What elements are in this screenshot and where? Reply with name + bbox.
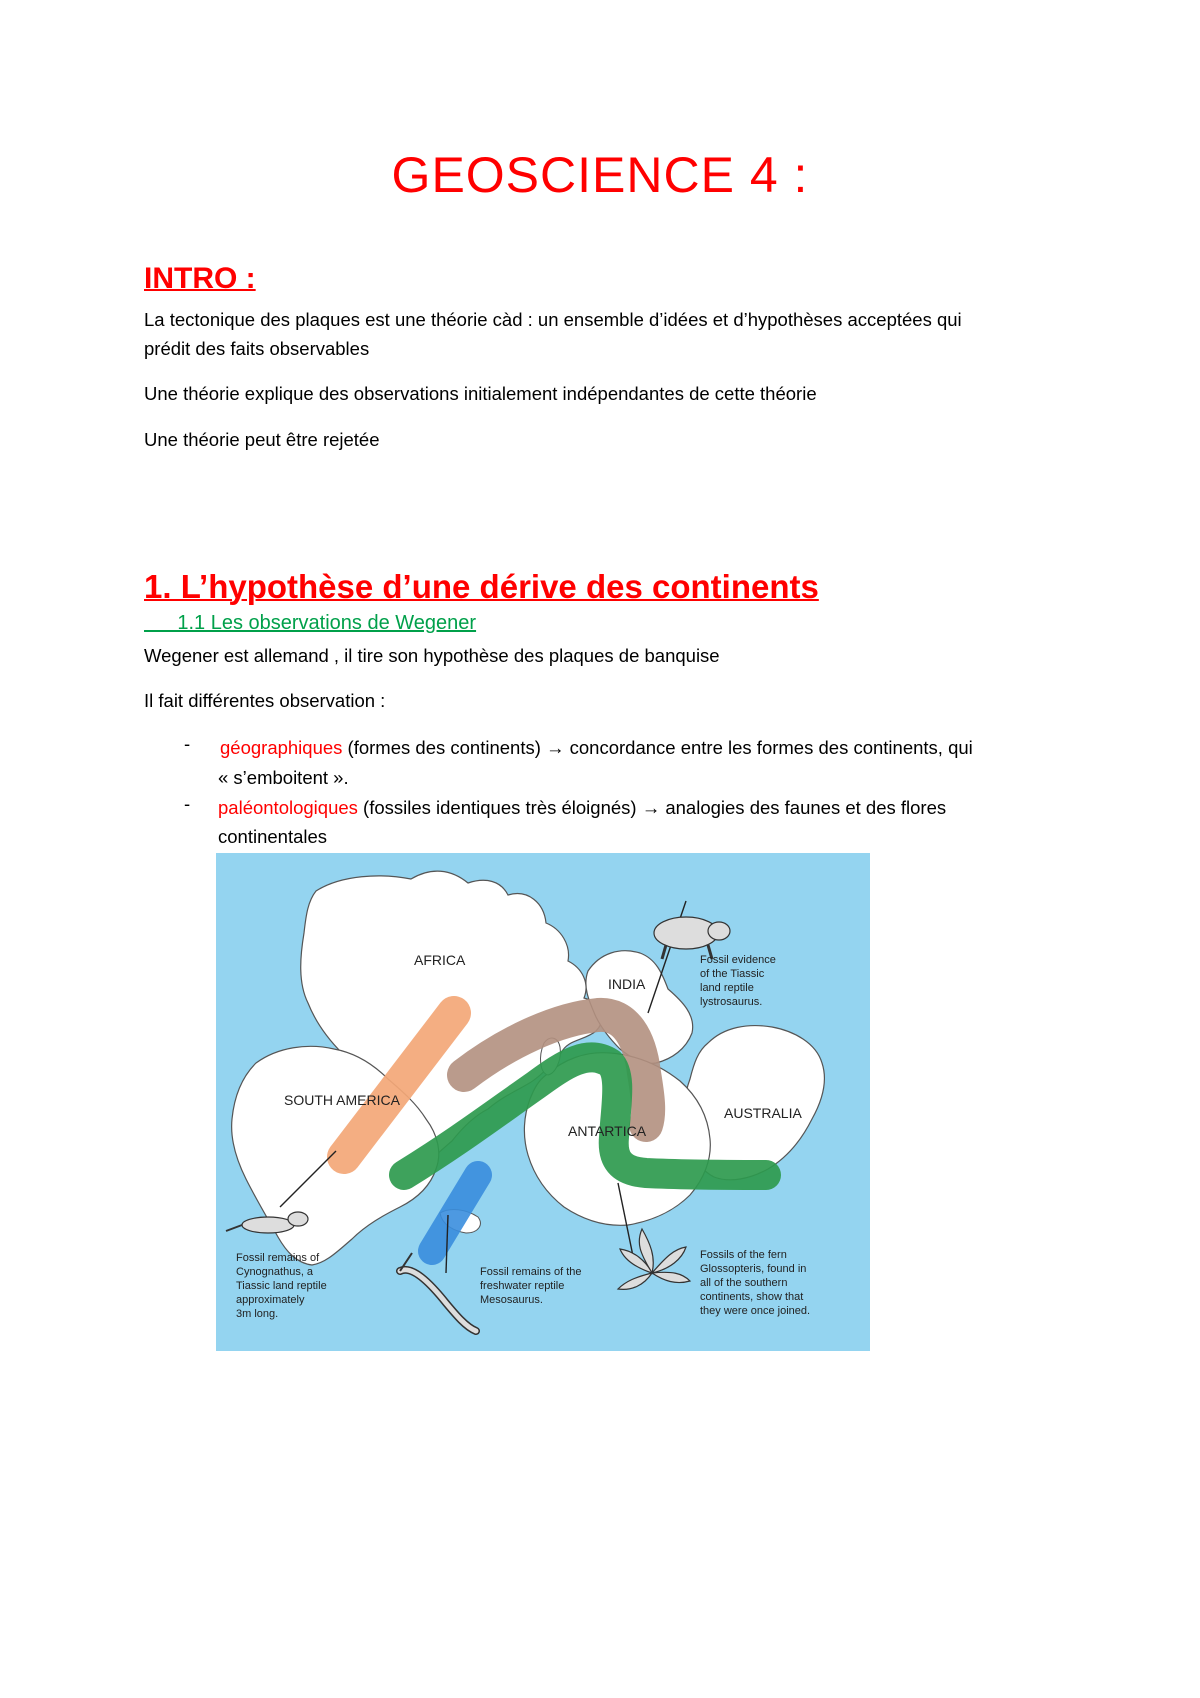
bullet-1-line	[220, 733, 973, 762]
bullet-2-line	[218, 793, 946, 822]
bullet-1-text: (formes des continents) → concordance entre les formes des continents, qui	[342, 737, 973, 758]
caption-mesosaurus-line-1: Fossil remains of the	[480, 1266, 582, 1278]
section-1-1-subheading: 1.1 Les observations de Wegener	[144, 612, 477, 634]
caption-cynognathus-line-5: 3m long.	[236, 1308, 279, 1320]
section-1-heading: 1. L’hypothèse d’une dérive des continents	[144, 568, 819, 605]
intro-line-1: La tectonique des plaques est une théorie càd : un ensemble d’idées et d’hypothèses acceptées qui	[144, 309, 962, 330]
bullet-1-continuation: « s’emboitent ».	[218, 767, 349, 788]
caption-mesosaurus-line-3: Mesosaurus.	[480, 1294, 543, 1306]
page-title: GEOSCIENCE 4 :	[391, 147, 809, 203]
caption-glossopteris-line-1: Fossils of the fern	[700, 1249, 787, 1261]
section-1-para-2: Il fait différentes observation :	[144, 690, 386, 711]
caption-glossopteris-line-5: they were once joined.	[700, 1305, 811, 1317]
bullet-2-dash: -	[184, 793, 191, 814]
caption-cynognathus-line-4: approximately	[236, 1294, 305, 1306]
fossil-map-svg	[216, 853, 870, 1351]
caption-glossopteris-line-4: continents, show that	[700, 1291, 804, 1303]
bullet-1-keyword: géographiques	[220, 737, 343, 758]
bullet-1-dash: -	[184, 733, 191, 754]
caption-cynognathus-line-3: Tiassic land reptile	[236, 1280, 327, 1292]
bullet-2-keyword: paléontologiques	[218, 797, 358, 818]
caption-lystrosaurus-line-4: lystrosaurus.	[700, 996, 763, 1008]
intro-line-2: prédit des faits observables	[144, 338, 370, 359]
label-south-america: SOUTH AMERICA	[284, 1092, 400, 1108]
caption-cynognathus-line-2: Cynognathus, a	[236, 1266, 314, 1278]
bullet-2-continuation: continentales	[218, 826, 328, 847]
label-australia: AUSTRALIA	[724, 1105, 802, 1121]
caption-glossopteris-line-3: all of the southern	[700, 1277, 788, 1289]
fossil-map-figure	[216, 853, 870, 1351]
caption-mesosaurus-line-2: freshwater reptile	[480, 1280, 565, 1292]
caption-lystrosaurus-line-2: of the Tiassic	[700, 968, 765, 980]
label-africa: AFRICA	[414, 952, 466, 968]
caption-glossopteris-line-2: Glossopteris, found in	[700, 1263, 807, 1275]
section-1-para-1: Wegener est allemand , il tire son hypothèse des plaques de banquise	[144, 645, 720, 666]
caption-lystrosaurus-line-3: land reptile	[700, 982, 754, 994]
intro-heading: INTRO :	[144, 262, 256, 295]
caption-cynognathus-line-1: Fossil remains of	[236, 1252, 320, 1264]
caption-lystrosaurus-line-1: Fossil evidence	[700, 954, 776, 966]
label-india: INDIA	[608, 976, 646, 992]
label-antartica: ANTARTICA	[568, 1123, 647, 1139]
intro-line-3: Une théorie explique des observations initialement indépendantes de cette théorie	[144, 383, 817, 404]
bullet-2-text: (fossiles identiques très éloignés) → analogies des faunes et des flores	[357, 797, 947, 818]
intro-line-4: Une théorie peut être rejetée	[144, 429, 380, 450]
